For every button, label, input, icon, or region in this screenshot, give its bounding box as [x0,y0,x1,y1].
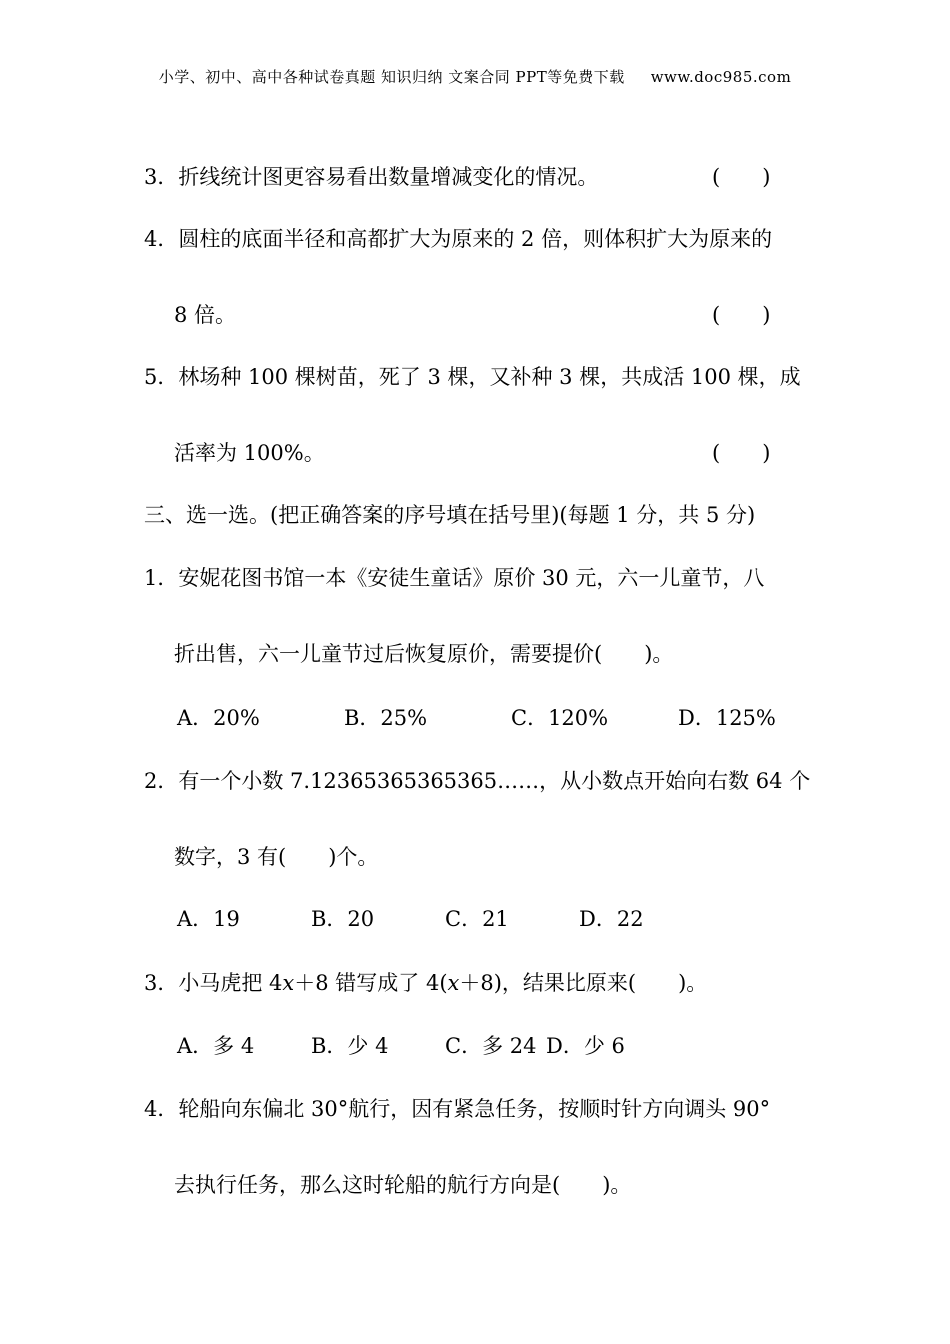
q3-1-line2: 折出售，六一儿童节过后恢复原价，需要提价( )。 [174,642,674,666]
section-3-title: 三、选一选。(把正确答案的序号填在括号里)(每题 1 分，共 5 分) [144,503,756,527]
q2-4-line2: 8 倍。 [174,303,237,327]
q2-4-answer-paren: ( ) [712,303,771,327]
q3-4-line1: 4．轮船向东偏北 30°航行，因有紧急任务，按顺时针方向调头 90° [144,1097,771,1121]
q2-5-line2: 活率为 100%。 [174,441,325,465]
q3-1-option-b: B．25% [344,706,428,730]
q3-1-option-d: D．125% [678,706,776,730]
q3-3-option-c: C．多 24 [445,1034,537,1058]
q3-3-option-a: A．多 4 [177,1034,255,1058]
q3-1-line1: 1．安妮花图书馆一本《安徒生童话》原价 30 元，六一儿童节，八 [144,566,765,590]
q3-3-mid: ＋8 错写成了 4( [294,971,448,995]
q3-2-line2: 数字，3 有( )个。 [174,845,379,869]
q3-2-option-d: D．22 [579,907,644,931]
header-text: 小学、初中、高中各种试卷真题 知识归纳 文案合同 PPT等免费下载 [158,68,625,86]
q3-1-option-c: C．120% [511,706,609,730]
q3-3-var-x2: x [447,971,460,995]
q2-3-answer-paren: ( ) [712,165,771,189]
q3-1-option-a: A．20% [177,706,260,730]
q3-2-option-b: B．20 [311,907,375,931]
q2-5-line1: 5．林场种 100 棵树苗，死了 3 棵，又补种 3 棵，共成活 100 棵，成 [144,365,801,389]
q2-4-line1: 4．圆柱的底面半径和高都扩大为原来的 2 倍，则体积扩大为原来的 [144,227,773,251]
q3-3-var-x1: x [282,971,295,995]
q3-3-suffix: ＋8)，结果比原来( )。 [459,971,708,995]
q2-3-text: 3．折线统计图更容易看出数量增减变化的情况。 [144,165,599,189]
page-header [0,66,950,87]
q3-3-text [144,968,707,998]
q3-2-line1: 2．有一个小数 7.12365365365365……，从小数点开始向右数 64 个 [144,769,811,793]
q2-5-answer-paren: ( ) [712,441,771,465]
q3-3-prefix: 3．小马虎把 4 [144,971,283,995]
q3-2-option-a: A．19 [177,907,240,931]
q3-3-option-d: D．少 6 [546,1034,625,1058]
q3-4-line2: 去执行任务，那么这时轮船的航行方向是( )。 [174,1173,632,1197]
q3-3-option-b: B．少 4 [311,1034,389,1058]
header-site: www.doc985.com [650,68,792,86]
q3-2-option-c: C．21 [445,907,509,931]
